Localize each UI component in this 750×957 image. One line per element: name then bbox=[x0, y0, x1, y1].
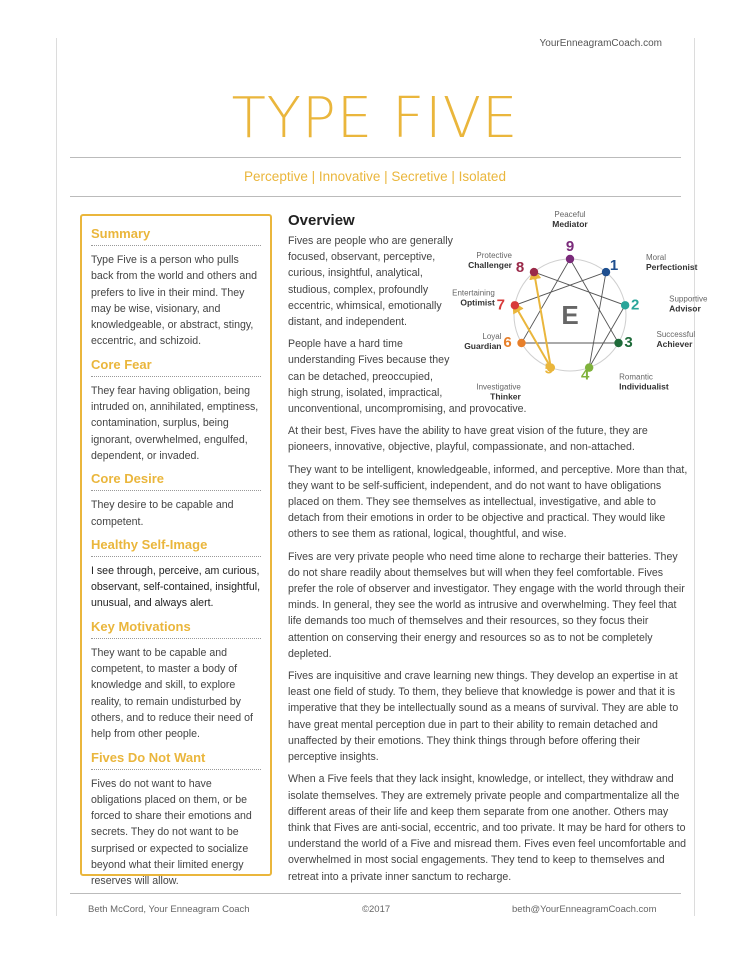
overview-paragraph-wants: They want to be intelligent, knowledgeable, informed, and perceptive. More than that, they want to be self-sufficient, independent, and do not want to have obligations placed on them. They see themselves as intellectual, investigative, and able to detach from their emotions in order to be objective and practical. They would like others to see them as rational, logical, thoughtful, and wise. bbox=[288, 463, 688, 541]
overview-intro-paragraph: Fives are people who are generally focused, observant, perceptive, curious, insightful, analytical, studious, complex, profoundly eccentric, whimsical, emotionally distant, and independent. bbox=[288, 235, 453, 329]
type-descriptor: Protective bbox=[476, 251, 513, 261]
section-text: Fives do not want to have obligations placed on them, or be forced to share their emotions and secrets. They do not want to be surprised or expected to socialize beyond what their limited energy reserves will allow. bbox=[91, 777, 252, 888]
page-title: TYPE FIVE bbox=[231, 86, 519, 151]
enneagram-type-4 bbox=[581, 363, 669, 391]
type-number: 1 bbox=[609, 257, 619, 275]
type-name: Thinker bbox=[490, 391, 521, 402]
section-heading: Fives Do Not Want bbox=[91, 749, 206, 765]
type-name: Achiever bbox=[656, 339, 693, 349]
section-heading: Core Fear bbox=[91, 356, 152, 372]
section-text: They want to be capable and competent, to master a body of knowledge and skill, to explore reality, to remain undisturbed by others, and to reduce their need of help from other people. bbox=[91, 646, 253, 741]
type-number: 3 bbox=[624, 334, 633, 351]
section-heading: Summary bbox=[91, 226, 151, 241]
overview-heading: Overview bbox=[288, 212, 355, 229]
sidebar-section-fives-do-not-want bbox=[91, 750, 261, 890]
type-descriptor: Entertaining bbox=[452, 288, 495, 298]
type-dot bbox=[566, 255, 574, 263]
overview-paragraph-best: At their best, Fives have the ability to have great vision of the future, they are pioneers, innovative, objective, playful, compassionate, and non-attached. bbox=[288, 425, 648, 454]
footer-author: Beth McCord, Your Enneagram Coach bbox=[88, 904, 250, 915]
sidebar-section-core-fear bbox=[91, 357, 261, 464]
type-number: 5 bbox=[544, 360, 554, 378]
overview-difficulty-continued: unconventional, uncompromising, and provocative. bbox=[288, 403, 527, 416]
type-number: 7 bbox=[496, 296, 506, 314]
type-descriptor: Moral bbox=[645, 253, 667, 263]
type-dot bbox=[614, 339, 622, 347]
type-descriptor: Investigative bbox=[476, 382, 521, 392]
type-descriptor: Successful bbox=[656, 330, 696, 339]
enneagram-type-9 bbox=[552, 210, 588, 263]
enneagram-figure bbox=[440, 210, 708, 415]
sidebar-section-healthy-self-image bbox=[91, 537, 261, 612]
section-text: I see through, perceive, am curious, observant, self-contained, insightful, unusual, and always alert. bbox=[91, 564, 261, 610]
overview-paragraph-inquisitive: Fives are inquisitive and crave learning new things. They develop an expertise in at least one field of study. To them, they believe that knowledge is power and that it is imperative that they be intellectually sound as a means of survival. They are able to have great mental perception due in part to their ability to remain detached and unaffected by their emotions. They think things through before offering their perceptive insights. bbox=[288, 670, 679, 764]
type-dot bbox=[530, 268, 538, 276]
type-name: Individualist bbox=[619, 381, 669, 392]
enneagram-center-letter: E bbox=[561, 300, 579, 330]
type-number: 6 bbox=[503, 334, 512, 351]
enneagram-type-1 bbox=[602, 253, 698, 276]
footer-email[interactable]: beth@YourEnneagramCoach.com bbox=[512, 904, 657, 915]
site-url[interactable]: YourEnneagramCoach.com bbox=[539, 38, 662, 49]
type-dot bbox=[517, 339, 525, 347]
dotted-separator bbox=[91, 556, 261, 557]
type-dot bbox=[621, 301, 629, 309]
type-name: Guardian bbox=[464, 341, 502, 351]
overview-difficulty-paragraph: People have a hard time understanding Fives because they can be detached, preoccupied, high strung, isolated, impractical, bbox=[288, 338, 450, 399]
section-heading: Healthy Self-Image bbox=[91, 536, 208, 552]
overview-paragraph-withdraw: When a Five feels that they lack insight, knowledge, or intellect, they withdraw and isolate themselves. They are extremely private people and compartmentalize all the different areas of their life and keep them separate from one another. Others may think that Fives are anti-social, eccentric, and too private. It may be hard for others to understand the world of a Five and misread them. Fives even feel uncomfortable and overwhelmed in most social engagements. They tend to keep to themselves and retreat into a private inner sanctum to recharge. bbox=[288, 773, 687, 883]
sidebar-section-summary bbox=[91, 226, 261, 350]
section-text: They desire to be capable and competent. bbox=[91, 499, 234, 528]
type-descriptor: Peaceful bbox=[554, 210, 586, 219]
sidebar-section-core-desire bbox=[91, 471, 261, 530]
dotted-separator bbox=[91, 638, 261, 639]
type-name: Optimist bbox=[460, 297, 495, 308]
dotted-separator bbox=[91, 769, 261, 770]
tagline: Perceptive | Innovative | Secretive | Isolated bbox=[244, 169, 506, 184]
footer-copyright: ©2017 bbox=[362, 904, 391, 915]
type-name: Advisor bbox=[669, 303, 701, 314]
type-number: 2 bbox=[630, 296, 640, 314]
section-heading: Core Desire bbox=[91, 471, 164, 487]
type-descriptor: Supportive bbox=[669, 294, 708, 304]
section-text: Type Five is a person who pulls back from the world and others and prefers to live in their mind. They may be wise, visionary, and knowledgeable, or abstract, stingy, eccentric, and schizoid. bbox=[91, 254, 258, 348]
type-number: 8 bbox=[515, 259, 525, 277]
enneagram-type-6 bbox=[464, 332, 526, 351]
sidebar bbox=[80, 214, 272, 888]
dotted-separator bbox=[91, 376, 261, 377]
sidebar-section-key-motivations bbox=[91, 619, 261, 743]
section-text: They fear having obligation, being intruded on, annihilated, emptiness, contamination, surplus, being ignorant, overwhelmed, engulfed, dependent, or invaded. bbox=[91, 384, 259, 462]
enneagram-diagram bbox=[440, 210, 708, 415]
enneagram-type-2 bbox=[621, 294, 708, 313]
dotted-separator bbox=[91, 245, 261, 246]
type-name: Mediator bbox=[552, 219, 588, 229]
dotted-separator bbox=[91, 490, 261, 491]
type-number: 9 bbox=[565, 238, 575, 255]
type-name: Challenger bbox=[468, 260, 513, 271]
type-dot bbox=[511, 301, 519, 309]
enneagram-type-7 bbox=[452, 288, 519, 313]
type-number: 4 bbox=[580, 366, 590, 384]
section-heading: Key Motivations bbox=[91, 618, 191, 634]
enneagram-type-3 bbox=[614, 330, 695, 351]
enneagram-type-8 bbox=[468, 251, 538, 276]
overview-paragraph-private: Fives are very private people who need time alone to recharge their batteries. They do not share readily about themselves but will when they feel comfortable. Fives prefer the role of observer and investigator. They engage with the world through their minds. In general, they see the world as intrusive and overwhelming. They feel that life demands too much of themselves and their resources, so they focus their attention on conserving their energy and resources so as to not be completely depleted. bbox=[288, 550, 685, 660]
type-name: Perfectionist bbox=[645, 262, 698, 273]
footer-divider bbox=[70, 893, 681, 894]
divider-top bbox=[70, 157, 681, 158]
divider-bottom bbox=[70, 196, 681, 197]
type-descriptor: Loyal bbox=[482, 332, 502, 341]
enneagram-type-5 bbox=[476, 361, 555, 402]
type-descriptor: Romantic bbox=[619, 372, 653, 382]
